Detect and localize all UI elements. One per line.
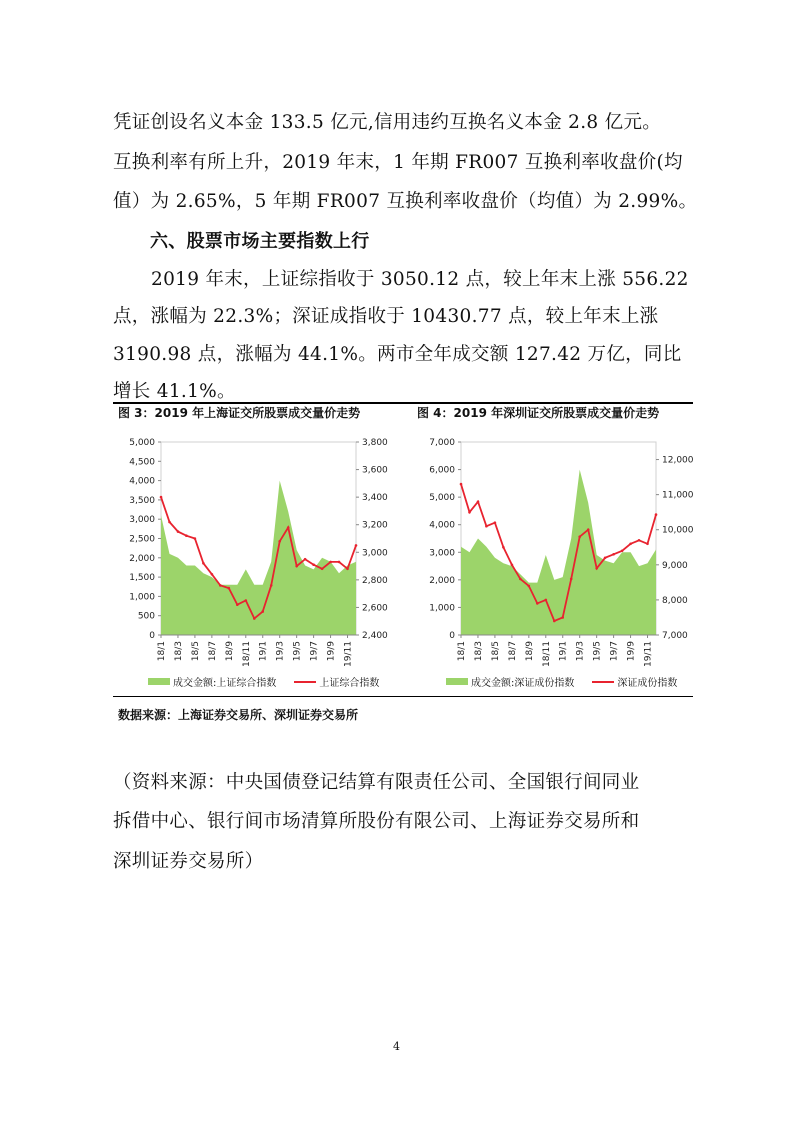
- index-data-point: [646, 543, 649, 546]
- right-axis-tick-label: 3,400: [362, 493, 388, 504]
- left-axis-tick-label: 5,000: [429, 493, 455, 504]
- right-axis-tick-label: 2,400: [362, 631, 388, 641]
- legend-area-swatch: [446, 678, 468, 685]
- text-line: 点，涨幅为 22.3%；深证成指收于 10430.77 点，较上年末上涨: [113, 306, 659, 327]
- left-axis-tick-label: 7,000: [429, 438, 455, 448]
- left-axis-tick-label: 6,000: [429, 465, 455, 476]
- x-axis-tick-label: 19/5: [292, 641, 303, 662]
- x-axis-tick-label: 19/5: [592, 641, 603, 662]
- x-axis-tick-label: 19/11: [643, 641, 654, 667]
- index-data-point: [278, 540, 281, 543]
- index-data-point: [270, 584, 273, 587]
- szse-volume-price-chart: [413, 430, 703, 675]
- index-data-point: [621, 550, 624, 553]
- left-axis-tick-label: 3,000: [429, 548, 455, 559]
- index-data-point: [519, 578, 522, 581]
- volume-area-series: [161, 481, 356, 635]
- index-data-point: [236, 603, 239, 606]
- left-axis-tick-label: 5,000: [129, 438, 155, 448]
- index-data-point: [655, 513, 658, 516]
- note-line: 深圳证券交易所）: [113, 851, 264, 872]
- left-axis-tick-label: 4,000: [429, 520, 455, 531]
- index-data-point: [295, 565, 298, 568]
- x-axis-tick-label: 19/9: [326, 641, 337, 662]
- x-axis-tick-label: 19/9: [626, 641, 637, 662]
- index-data-point: [321, 568, 324, 571]
- right-axis-tick-label: 3,800: [362, 438, 388, 448]
- index-data-point: [494, 521, 497, 524]
- legend-line-swatch: [592, 681, 614, 683]
- text-line: 值）为 2.65%，5 年期 FR007 互换利率收盘价（均值）为 2.99%。: [113, 191, 698, 212]
- volume-area-series: [461, 470, 656, 635]
- right-axis-tick-label: 3,600: [362, 465, 388, 476]
- x-axis-tick-label: 18/7: [507, 641, 518, 662]
- text-line: 增长 41.1%。: [113, 381, 236, 402]
- index-data-point: [355, 544, 358, 547]
- x-axis-tick-label: 19/3: [575, 641, 586, 662]
- index-data-point: [502, 546, 505, 549]
- legend-index-label: 上证综合指数: [319, 678, 380, 689]
- index-data-point: [177, 530, 180, 533]
- index-data-point: [160, 496, 163, 499]
- index-data-point: [604, 557, 607, 560]
- right-axis-tick-label: 2,600: [362, 603, 388, 614]
- index-data-point: [595, 567, 598, 570]
- index-data-point: [219, 584, 222, 587]
- index-data-point: [638, 539, 641, 542]
- right-axis-tick-label: 7,000: [662, 631, 688, 641]
- note-line: 拆借中心、银行间市场清算所股份有限公司、上海证券交易所和: [113, 811, 640, 832]
- right-axis-tick-label: 2,800: [362, 575, 388, 586]
- x-axis-tick-label: 18/9: [524, 641, 535, 662]
- right-axis-tick-label: 12,000: [662, 455, 694, 466]
- note-line: （资料来源：中央国债登记结算有限责任公司、全国银行间同业: [113, 772, 640, 793]
- right-axis-tick-label: 3,200: [362, 520, 388, 531]
- index-data-point: [202, 562, 205, 565]
- figure-3-caption: 图 3：2019 年上海证交所股票成交量价走势: [118, 406, 361, 420]
- index-data-point: [168, 521, 171, 524]
- x-axis-tick-label: 18/1: [457, 641, 467, 662]
- index-data-point: [468, 511, 471, 514]
- index-data-point: [253, 617, 256, 620]
- legend-volume-label: 成交金额:深证成份指数: [471, 678, 575, 689]
- chart-legend: [446, 674, 677, 689]
- left-axis-tick-label: 500: [137, 611, 155, 622]
- left-axis-tick-label: 2,000: [129, 553, 155, 564]
- legend-volume-label: 成交金额:上证综合指数: [173, 678, 277, 689]
- index-data-point: [561, 616, 564, 619]
- index-data-point: [261, 610, 264, 613]
- data-source: 数据来源：上海证券交易所、深圳证券交易所: [118, 708, 359, 722]
- index-data-point: [629, 543, 632, 546]
- x-axis-tick-label: 19/7: [609, 641, 620, 662]
- x-axis-tick-label: 18/3: [173, 641, 184, 662]
- left-axis-tick-label: 1,000: [129, 592, 155, 603]
- x-axis-tick-label: 19/7: [309, 641, 320, 662]
- index-data-point: [304, 558, 307, 561]
- x-axis-tick-label: 19/1: [258, 641, 269, 662]
- text-line: 3190.98 点，涨幅为 44.1%。两市全年成交额 127.42 万亿，同比: [113, 344, 682, 365]
- figure-bottom-rule: [113, 696, 693, 697]
- right-axis-tick-label: 9,000: [662, 560, 688, 571]
- chart-legend: [148, 674, 379, 689]
- index-data-point: [485, 525, 488, 528]
- index-data-point: [536, 602, 539, 605]
- x-axis-tick-label: 18/11: [241, 641, 252, 667]
- left-axis-tick-label: 0: [449, 631, 455, 641]
- index-data-point: [460, 483, 463, 486]
- left-axis-tick-label: 1,500: [129, 573, 155, 584]
- left-axis-tick-label: 1,000: [429, 603, 455, 614]
- right-axis-tick-label: 11,000: [662, 490, 694, 501]
- index-data-point: [228, 587, 231, 590]
- index-data-point: [194, 537, 197, 540]
- left-axis-tick-label: 2,500: [129, 534, 155, 545]
- index-data-point: [553, 620, 556, 623]
- left-axis-tick-label: 4,500: [129, 457, 155, 468]
- index-data-point: [612, 553, 615, 556]
- left-axis-tick-label: 2,000: [429, 575, 455, 586]
- index-data-point: [545, 599, 548, 602]
- text-line: 凭证创设名义本金 133.5 亿元,信用违约互换名义本金 2.8 亿元。: [113, 112, 662, 133]
- x-axis-tick-label: 18/5: [490, 641, 501, 662]
- index-data-point: [578, 535, 581, 538]
- x-axis-tick-label: 18/3: [473, 641, 484, 662]
- index-data-point: [245, 599, 248, 602]
- x-axis-tick-label: 18/7: [207, 641, 218, 662]
- x-axis-tick-label: 18/1: [157, 641, 167, 662]
- x-axis-tick-label: 19/11: [343, 641, 354, 667]
- index-data-point: [587, 528, 590, 531]
- sse-volume-price-chart: [113, 430, 403, 675]
- index-data-point: [511, 564, 514, 567]
- legend-area-swatch: [148, 678, 170, 685]
- x-axis-tick-label: 19/3: [275, 641, 286, 662]
- index-data-point: [570, 578, 573, 581]
- page-number: 4: [393, 1040, 400, 1053]
- legend-index-label: 深证成份指数: [617, 678, 678, 689]
- index-data-point: [312, 563, 315, 566]
- right-axis-tick-label: 8,000: [662, 595, 688, 606]
- left-axis-tick-label: 0: [149, 631, 155, 641]
- index-data-point: [287, 526, 290, 529]
- legend-line-swatch: [294, 681, 316, 683]
- index-data-point: [211, 573, 214, 576]
- x-axis-tick-label: 18/9: [224, 641, 235, 662]
- index-data-point: [477, 500, 480, 503]
- index-data-point: [185, 534, 188, 537]
- figure-4-caption: 图 4：2019 年深圳证交所股票成交量价走势: [417, 406, 660, 420]
- x-axis-tick-label: 19/1: [558, 641, 569, 662]
- x-axis-tick-label: 18/5: [190, 641, 201, 662]
- left-axis-tick-label: 4,000: [129, 476, 155, 487]
- x-axis-tick-label: 18/11: [541, 641, 552, 667]
- section-heading: 六、股票市场主要指数上行: [150, 231, 370, 252]
- right-axis-tick-label: 3,000: [362, 548, 388, 559]
- index-data-point: [528, 585, 531, 588]
- right-axis-tick-label: 10,000: [662, 525, 694, 536]
- text-line: 互换利率有所上升，2019 年末，1 年期 FR007 互换利率收盘价(均: [113, 152, 683, 173]
- index-data-point: [329, 561, 332, 564]
- index-data-point: [346, 568, 349, 571]
- index-data-point: [338, 561, 341, 564]
- text-line: 2019 年末，上证综指收于 3050.12 点，较上年末上涨 556.22: [151, 269, 689, 290]
- left-axis-tick-label: 3,000: [129, 515, 155, 526]
- left-axis-tick-label: 3,500: [129, 495, 155, 506]
